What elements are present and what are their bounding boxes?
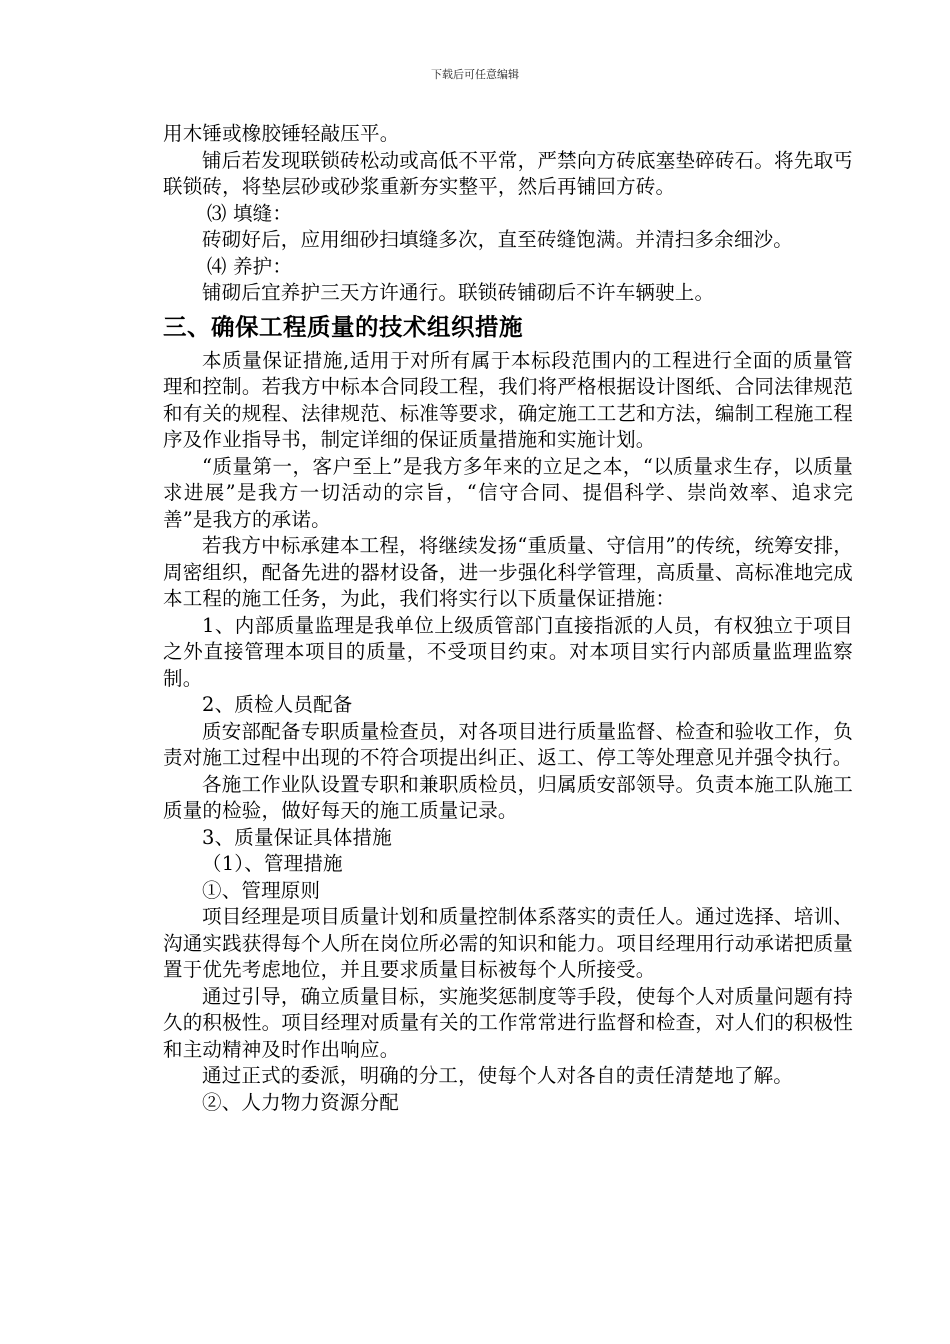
- paragraph: 通过引导，确立质量目标，实施奖惩制度等手段，使每个人对质量问题有持久的积极性。项目经理对质量有关的工作常常进行监督和检查，对人们的积极性和主动精神及时作出响应。: [163, 984, 853, 1061]
- sub-heading: ⑷ 养护：: [206, 254, 293, 278]
- section-heading: 三、确保工程质量的技术组织措施: [163, 312, 523, 341]
- paragraph: 若我方中标承建本工程，将继续发扬“重质量、守信用”的传统，统筹安排，周密组织，配备先进的器材设备，进一步强化科学管理，高质量、高标准地完成本工程的施工任务，为此，我们将实行以下质量保证措施：: [163, 534, 853, 610]
- paragraph: 用木锤或橡胶锤轻敲压平。: [163, 122, 400, 145]
- paragraph: 项目经理是项目质量计划和质量控制体系落实的责任人。通过选择、培训、沟通实践获得每个人所在岗位所必需的知识和能力。项目经理用行动承诺把质量置于优先考虑地位，并且要求质量目标被每个人所接受。: [163, 905, 853, 981]
- paragraph: 各施工作业队设置专职和兼职质检员，归属质安部领导。负责本施工队施工质量的检验，做好每天的施工质量记录。: [163, 772, 853, 822]
- document-body: [163, 121, 853, 1116]
- list-heading: （1）、管理措施: [202, 852, 343, 875]
- list-heading: 3、质量保证具体措施: [202, 825, 392, 849]
- paragraph: 铺砌后宜养护三天方许通行。联锁砖铺砌后不许车辆驶上。: [202, 281, 715, 304]
- paragraph: “质量第一，客户至上”是我方多年来的立足之本，“以质量求生存，以质量求进展”是我方一切活动的宗旨，“信守合同、提倡科学、崇尚效率、追求完善”是我方的承诺。: [163, 454, 853, 531]
- paragraph: 砖砌好后，应用细砂扫填缝多次，直至砖缝饱满。并清扫多余细沙。: [202, 228, 794, 251]
- list-heading: ①、管理原则: [202, 878, 321, 902]
- list-heading: ②、人力物力资源分配: [202, 1090, 400, 1114]
- page-header: 下载后可任意编辑: [431, 68, 519, 81]
- sub-heading: ⑶ 填缝：: [206, 201, 293, 225]
- paragraph: 质安部配备专职质量检查员，对各项目进行质量监督、检查和验收工作，负责对施工过程中出现的不符合项提出纠正、返工、停工等处理意见并强令执行。: [163, 719, 853, 769]
- paragraph: 通过正式的委派，明确的分工，使每个人对各自的责任清楚地了解。: [202, 1064, 794, 1087]
- list-heading: 2、质检人员配备: [202, 693, 353, 716]
- paragraph: 本质量保证措施,适用于对所有属于本标段范围内的工程进行全面的质量管理和控制。若我方中标本合同段工程，我们将严格根据设计图纸、合同法律规范和有关的规程、法律规范、标准等要求，确定施工工艺和方法，编制工程施工程序及作业指导书，制定详细的保证质量措施和实施计划。: [163, 348, 853, 451]
- paragraph: 1、内部质量监理是我单位上级质管部门直接指派的人员，有权独立于项目之外直接管理本项目的质量，不受项目约束。对本项目实行内部质量监理监察制。: [163, 613, 853, 690]
- paragraph: 铺后若发现联锁砖松动或高低不平常，严禁向方砖底塞垫碎砖石。将先取丐联锁砖，将垫层砂或砂浆重新夯实整平，然后再铺回方砖。: [163, 148, 853, 198]
